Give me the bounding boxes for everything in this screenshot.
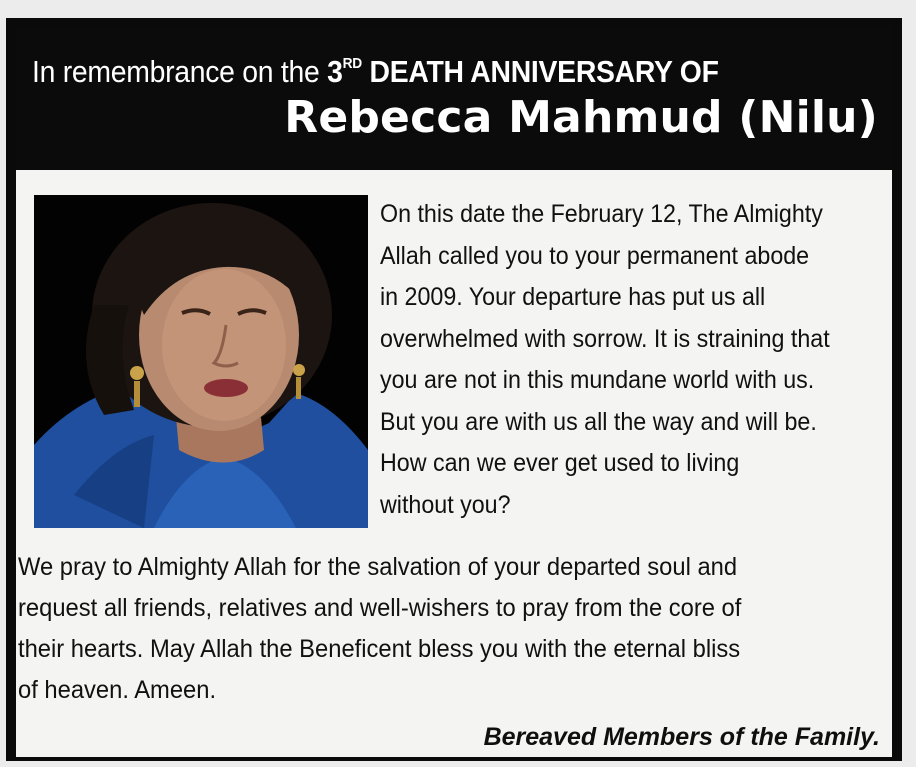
portrait-photo [34, 195, 368, 528]
notice-body [16, 28, 892, 757]
header-anniversary-text: DEATH ANNIVERSARY OF [361, 54, 719, 89]
header-ordinal-suffix: RD [342, 54, 362, 72]
prayer-line: of heaven. Ameen. [18, 676, 217, 704]
header-anniversary-number: 3 [327, 54, 343, 89]
prayer-line: We pray to Almighty Allah for the salvation of your departed soul and [18, 553, 738, 581]
deceased-name: Rebecca Mahmud (Nilu) [284, 92, 878, 143]
portrait-photo-icon [34, 195, 368, 528]
lead-line: But you are with us all the way and will be. [380, 407, 817, 436]
lead-line: without you? [380, 490, 511, 519]
lead-paragraph [380, 194, 902, 526]
prayer-line: their hearts. May Allah the Beneficent bless you with the eternal bliss [18, 635, 741, 663]
notice-frame [6, 18, 902, 761]
lead-line: you are not in this mundane world with us. [380, 366, 815, 394]
lead-line: in 2009. Your departure has put us all [380, 283, 766, 311]
prayer-paragraph [18, 547, 898, 711]
prayer-line: request all friends, relatives and well-wishers to pray from the core of [18, 594, 742, 622]
lead-line: Allah called you to your permanent abode [380, 241, 810, 270]
lead-line: On this date the February 12, The Almighty [380, 200, 823, 228]
header-lead-text: In remembrance on the [32, 54, 328, 89]
lead-line: overwhelmed with sorrow. It is straining that [380, 324, 830, 353]
family-signature: Bereaved Members of the Family. [483, 723, 880, 751]
lead-line: How can we ever get used to living [380, 449, 740, 477]
header-remembrance-line [32, 54, 719, 90]
notice-header [16, 28, 892, 170]
